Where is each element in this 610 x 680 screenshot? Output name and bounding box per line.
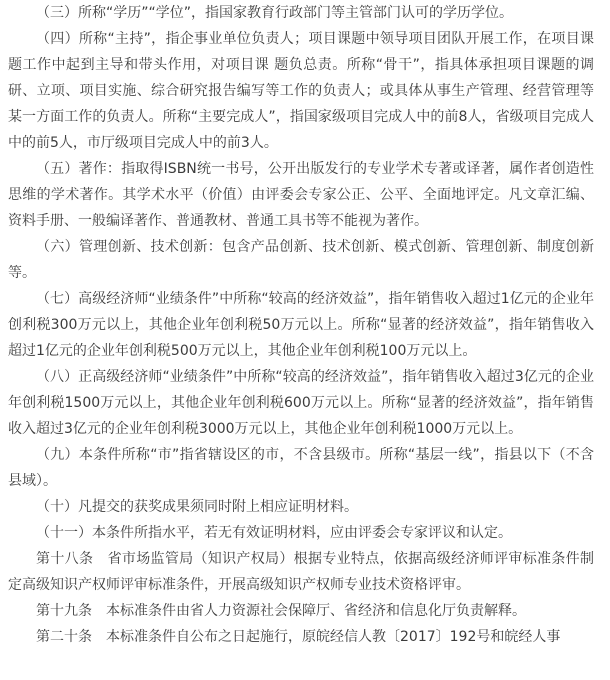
clause-7-senior-economist: （七）高级经济师“业绩条件”中所称“较高的经济效益”，指年销售收入超过1亿元的企业年创利税300万元以上，其他企业年创利税50万元以上。所称“显著的经济效益”，指年销售收入超过1亿元的企业年创利税500万元以上，其他企业年创利税100万元以上。: [8, 291, 594, 359]
clause-11-evidence: （十一）本条件所指水平，若无有效证明材料，应由评委会专家评议和认定。: [36, 525, 512, 541]
clause-4-roles: （四）所称“主持”，指企事业单位负责人；项目课题中领导项目团队开展工作，在项目课题工作中起到主导和带头作用，对项目课 题负总责。所称“骨干”，指具体承担项目课题的调研、立项、项目实施、综合研究报告编写等工作的负责人；或具体从事生产管理、经营管理等某一方面工作的负责人。所称“主要完成人”，指国家级项目完成人中的前8人，省级项目完成人中的前5人，市厅级项目完成人中的前3人。: [8, 31, 594, 151]
article-20: 第二十条 本标准条件自公布之日起施行，原皖经信人教〔2017〕192号和皖经人事: [36, 629, 561, 645]
article-19: 第十九条 本标准条件由省人力资源社会保障厅、省经济和信息化厅负责解释。: [36, 603, 526, 619]
article-18: 第十八条 省市场监管局（知识产权局）根据专业特点，依据高级经济师评审标准条件制定高级知识产权师评审标准条件，开展高级知识产权师专业技术资格评审。: [8, 551, 594, 593]
clause-8-full-senior-economist: （八）正高级经济师“业绩条件”中所称“较高的经济效益”，指年销售收入超过3亿元的企业年创利税1500万元以上，其他企业年创利税600万元以上。所称“显著的经济效益”，指年销售收入超过3亿元的企业年创利税3000万元以上，其他企业年创利税1000万元以上。: [8, 369, 594, 437]
clause-9-city: （九）本条件所称“市”指省辖设区的市，不含县级市。所称“基层一线”，指县以下（不含县域）。: [8, 447, 594, 489]
clause-5-works: （五）著作：指取得ISBN统一书号，公开出版发行的专业学术专著或译著，属作者创造性思维的学术著作。其学术水平（价值）由评委会专家公正、公平、全面地评定。凡文章汇编、资料手册、一般编译著作、普通教材、普通工具书等不能视为著作。: [8, 161, 594, 229]
clause-10-awards: （十）凡提交的获奖成果须同时附上相应证明材料。: [36, 499, 358, 515]
clause-6-innovation: （六）管理创新、技术创新：包含产品创新、技术创新、模式创新、管理创新、制度创新等。: [8, 239, 594, 281]
clause-3-degree: （三）所称“学历”“学位”，指国家教育行政部门等主管部门认可的学历学位。: [36, 5, 514, 21]
